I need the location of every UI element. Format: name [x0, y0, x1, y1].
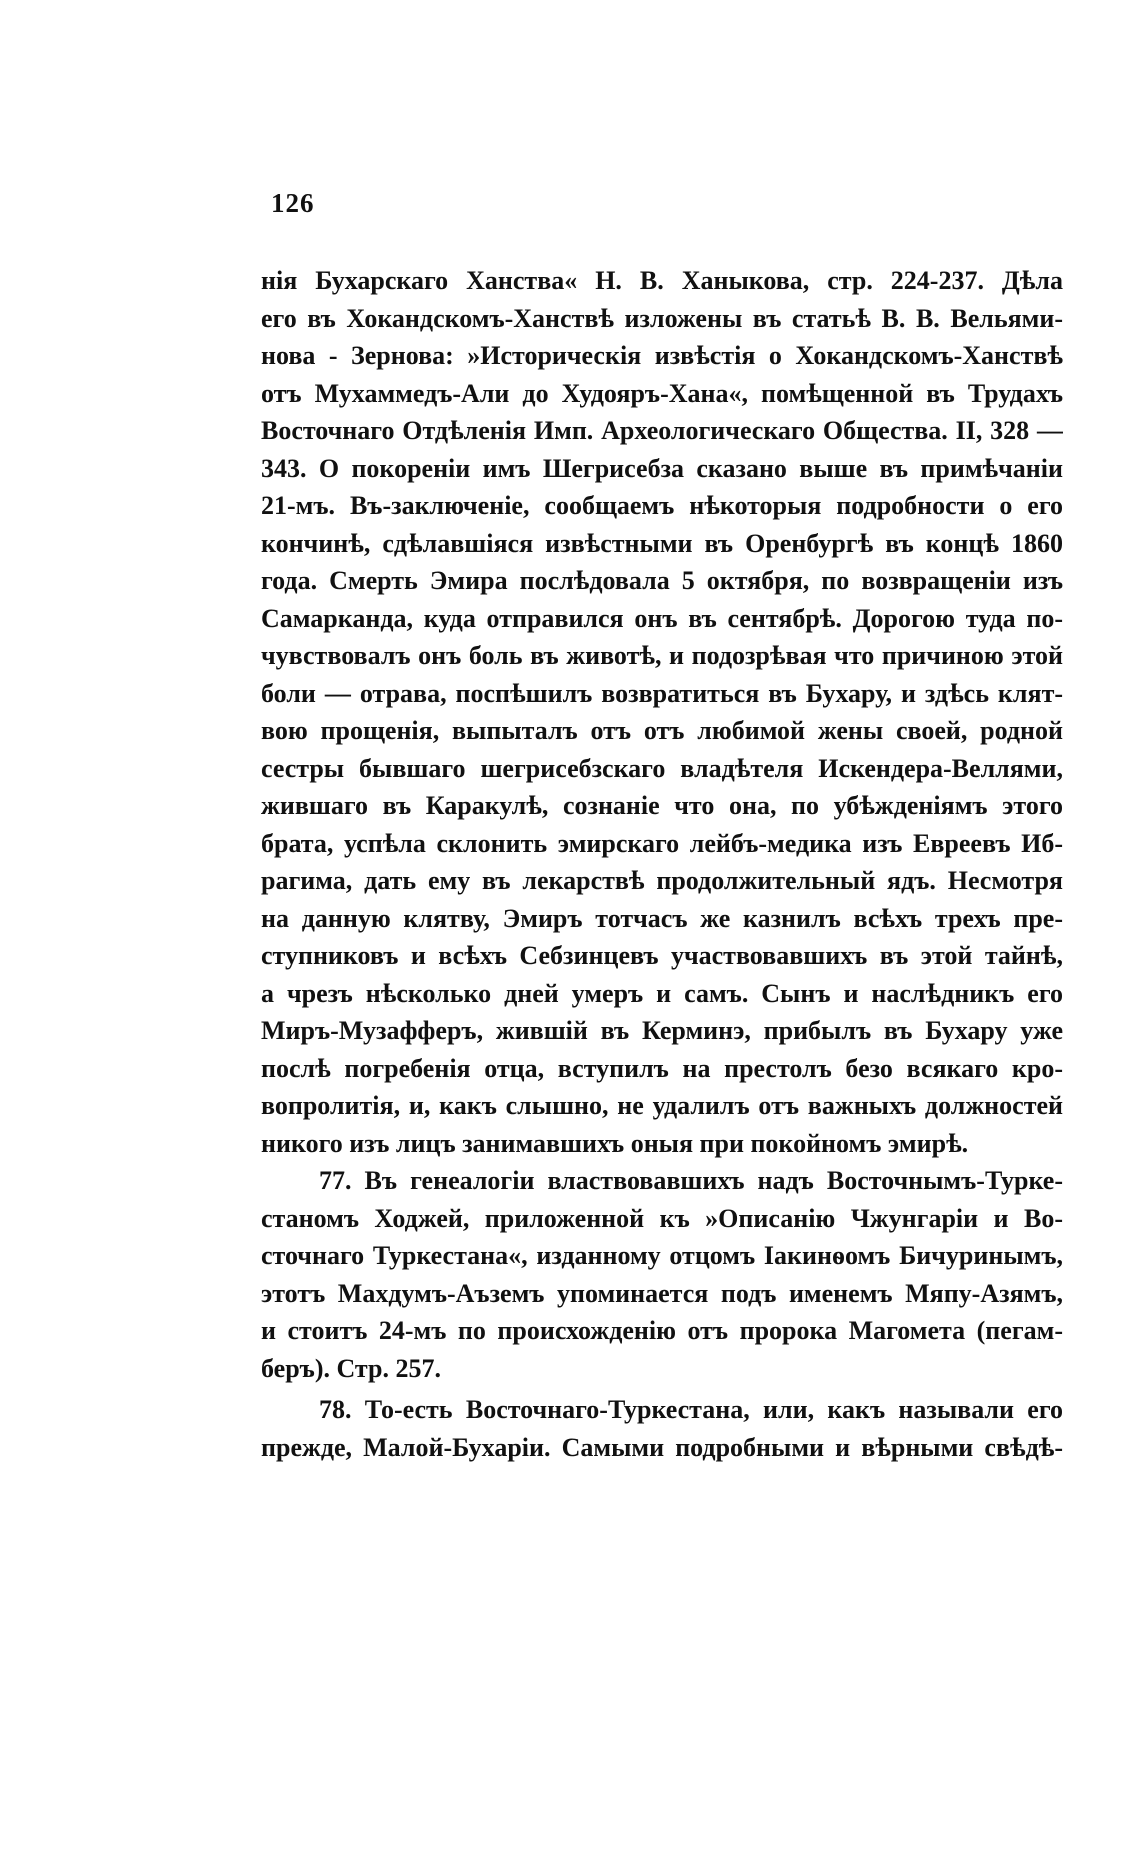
- text-line: нія Бухарскаго Ханства« Н. В. Ханыкова, стр. 224-237. Дѣла: [261, 266, 1063, 295]
- text-line: года. Смерть Эмира послѣдовала 5 октября, по возвращеніи изъ: [261, 566, 1063, 595]
- footnote-77: [261, 1162, 1063, 1387]
- text-line: Миръ-Музафферъ, жившій въ Керминэ, прибылъ въ Бухару уже: [261, 1016, 1063, 1045]
- text-line: 77. Въ генеалогіи властвовавшихъ надъ Восточнымъ-Турке-: [319, 1166, 1063, 1195]
- text-line: Восточнаго Отдѣленія Имп. Археологическаго Общества. II, 328 —: [261, 416, 1063, 445]
- text-line: вопролитія, и, какъ слышно, не удалилъ отъ важныхъ должностей: [261, 1091, 1063, 1120]
- text-line: беръ). Стр. 257.: [261, 1353, 441, 1383]
- text-line: его въ Хокандскомъ-Ханствѣ изложены въ статьѣ В. В. Вельями-: [261, 303, 1063, 333]
- text-line: кончинѣ, сдѣлавшіяся извѣстными въ Оренбургѣ въ концѣ 1860: [261, 528, 1063, 558]
- text-line: и стоитъ 24-мъ по происхожденію отъ пророка Магомета (пегам-: [261, 1316, 1063, 1345]
- text-line: сточнаго Туркестана«, изданному отцомъ Іакинѳомъ Бичуринымъ,: [261, 1241, 1063, 1270]
- text-line: ступниковъ и всѣхъ Себзинцевъ участвовавшихъ въ этой тайнѣ,: [261, 941, 1063, 970]
- text-line: Самарканда, куда отправился онъ въ сентябрѣ. Дорогою туда по-: [261, 603, 1063, 633]
- text-line: вою прощенія, выпыталъ отъ отъ любимой жены своей, родной: [261, 716, 1063, 745]
- text-line: чувствовалъ онъ боль въ животѣ, и подозрѣвая что причиною этой: [261, 641, 1063, 670]
- text-line: нова - Зернова: »Историческія извѣстія о Хокандскомъ-Ханствѣ: [261, 341, 1063, 370]
- body-text: [261, 262, 1063, 1466]
- text-line: прежде, Малой-Бухаріи. Самыми подробными и вѣрными свѣдѣ-: [261, 1432, 1063, 1462]
- text-line: боли — отрава, поспѣшилъ возвратиться въ Бухару, и здѣсь клят-: [261, 678, 1063, 708]
- text-line: жившаго въ Каракулѣ, сознаніе что она, по убѣжденіямъ этого: [261, 791, 1063, 820]
- text-line: станомъ Ходжей, приложенной къ »Описанію Чжунгаріи и Во-: [261, 1203, 1063, 1233]
- paragraph: [261, 262, 1063, 1162]
- text-line: послѣ погребенія отца, вступилъ на престолъ безо всякаго кро-: [261, 1053, 1063, 1083]
- text-line: 21-мъ. Въ-заключеніе, сообщаемъ нѣкоторыя подробности о его: [261, 491, 1063, 520]
- page-number: 126: [271, 188, 315, 218]
- text-line: этотъ Махдумъ-Аъземъ упоминается подъ именемъ Мяпу-Азямъ,: [261, 1278, 1063, 1308]
- footnote-78: [261, 1391, 1063, 1466]
- text-line: рагима, дать ему въ лекарствѣ продолжительный ядъ. Несмотря: [261, 866, 1063, 895]
- text-line: 343. О покореніи имъ Шегрисебза сказано выше въ примѣчаніи: [261, 453, 1063, 483]
- text-line: отъ Мухаммедъ-Али до Худояръ-Хана«, помѣщенной въ Трудахъ: [261, 378, 1063, 408]
- text-line: 78. То-есть Восточнаго-Туркестана, или, какъ называли его: [319, 1395, 1063, 1424]
- text-line: сестры бывшаго шегрисебзскаго владѣтеля Искендера-Веллями,: [261, 753, 1063, 783]
- text-line: на данную клятву, Эмиръ тотчасъ же казнилъ всѣхъ трехъ пре-: [261, 903, 1063, 933]
- text-line: никого изъ лицъ занимавшихъ оныя при покойномъ эмирѣ.: [261, 1128, 969, 1158]
- text-line: брата, успѣла склонить эмирскаго лейбъ-медика изъ Евреевъ Иб-: [261, 828, 1063, 858]
- text-line: а чрезъ нѣсколько дней умеръ и самъ. Сынъ и наслѣдникъ его: [261, 978, 1063, 1008]
